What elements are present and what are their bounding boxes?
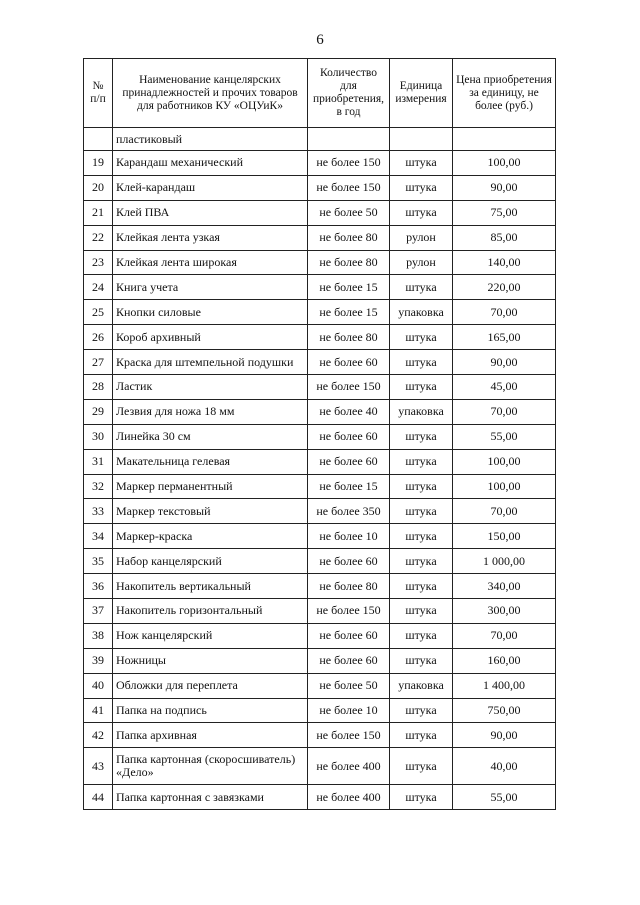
cell-name: Клей-карандаш xyxy=(113,175,308,200)
cell-num: 27 xyxy=(84,350,113,375)
cell-qty: не более 60 xyxy=(308,424,390,449)
table-row xyxy=(84,549,556,574)
cell-qty: не более 80 xyxy=(308,574,390,599)
cell-unit: штука xyxy=(390,499,453,524)
table-row xyxy=(84,524,556,549)
cell-name: Кнопки силовые xyxy=(113,300,308,325)
cell-qty: не более 60 xyxy=(308,648,390,673)
cell-price: 100,00 xyxy=(453,449,556,474)
table-row xyxy=(84,599,556,624)
cell-name: Макательница гелевая xyxy=(113,449,308,474)
table-row xyxy=(84,474,556,499)
table-row xyxy=(84,623,556,648)
page-number: 6 xyxy=(316,32,324,48)
table-row xyxy=(84,673,556,698)
cell-unit: рулон xyxy=(390,250,453,275)
header-name: Наименование канцелярских принадлежностей и прочих товаров для работников КУ «ОЦУиК» xyxy=(113,59,308,128)
cell-name: Папка архивная xyxy=(113,723,308,748)
cell-price: 1 400,00 xyxy=(453,673,556,698)
cell-unit: штука xyxy=(390,449,453,474)
cell-qty: не более 150 xyxy=(308,175,390,200)
cell-price: 70,00 xyxy=(453,399,556,424)
table-row xyxy=(84,350,556,375)
cell-qty: не более 150 xyxy=(308,151,390,176)
cell-price: 150,00 xyxy=(453,524,556,549)
cell-qty: не более 150 xyxy=(308,599,390,624)
cell-qty: не более 350 xyxy=(308,499,390,524)
cell-num: 29 xyxy=(84,399,113,424)
cell-unit: упаковка xyxy=(390,399,453,424)
cell-unit: штука xyxy=(390,723,453,748)
cell-unit: штука xyxy=(390,549,453,574)
cell-price: 220,00 xyxy=(453,275,556,300)
cell-num: 25 xyxy=(84,300,113,325)
cell-name: Короб архивный xyxy=(113,325,308,350)
cell-qty: не более 15 xyxy=(308,275,390,300)
cell-price: 160,00 xyxy=(453,648,556,673)
cell-price: 165,00 xyxy=(453,325,556,350)
cell-price: 70,00 xyxy=(453,623,556,648)
cell-name: Клей ПВА xyxy=(113,200,308,225)
cell-name: Ножницы xyxy=(113,648,308,673)
cell-qty: не более 60 xyxy=(308,549,390,574)
cell-unit: штука xyxy=(390,698,453,723)
cell-name: Краска для штемпельной подушки xyxy=(113,350,308,375)
table-row xyxy=(84,723,556,748)
cell-name: Маркер-краска xyxy=(113,524,308,549)
cell-qty: не более 15 xyxy=(308,474,390,499)
cell-name: Ластик xyxy=(113,375,308,400)
cell-unit: упаковка xyxy=(390,300,453,325)
cell-unit: штука xyxy=(390,325,453,350)
cell-price: 70,00 xyxy=(453,499,556,524)
cell-num: 20 xyxy=(84,175,113,200)
cell-name: Накопитель вертикальный xyxy=(113,574,308,599)
cell-num xyxy=(84,128,113,151)
cell-unit: штука xyxy=(390,175,453,200)
cell-price: 90,00 xyxy=(453,175,556,200)
cell-num: 40 xyxy=(84,673,113,698)
header-unit: Единица измерения xyxy=(390,59,453,128)
cell-price: 300,00 xyxy=(453,599,556,624)
cell-num: 43 xyxy=(84,748,113,785)
cell-name: Маркер перманентный xyxy=(113,474,308,499)
cell-qty xyxy=(308,128,390,151)
table-header-row xyxy=(84,59,556,128)
cell-num: 19 xyxy=(84,151,113,176)
cell-price: 85,00 xyxy=(453,225,556,250)
cell-name: Накопитель горизонтальный xyxy=(113,599,308,624)
table-row xyxy=(84,250,556,275)
cell-unit: штука xyxy=(390,623,453,648)
table-row xyxy=(84,698,556,723)
cell-unit: штука xyxy=(390,648,453,673)
cell-price: 90,00 xyxy=(453,350,556,375)
cell-unit: штука xyxy=(390,574,453,599)
table-row xyxy=(84,225,556,250)
cell-price: 100,00 xyxy=(453,151,556,176)
cell-num: 44 xyxy=(84,785,113,810)
cell-num: 37 xyxy=(84,599,113,624)
table-row xyxy=(84,175,556,200)
cell-unit: штука xyxy=(390,275,453,300)
cell-qty: не более 80 xyxy=(308,325,390,350)
continuation-row xyxy=(84,128,556,151)
cell-qty: не более 10 xyxy=(308,698,390,723)
cell-num: 26 xyxy=(84,325,113,350)
cell-price: 100,00 xyxy=(453,474,556,499)
header-num: № п/п xyxy=(84,59,113,128)
table-row xyxy=(84,449,556,474)
cell-num: 34 xyxy=(84,524,113,549)
cell-price: 45,00 xyxy=(453,375,556,400)
cell-unit: штука xyxy=(390,748,453,785)
cell-price xyxy=(453,128,556,151)
cell-name: Папка на подпись xyxy=(113,698,308,723)
cell-name: Маркер текстовый xyxy=(113,499,308,524)
table-row xyxy=(84,275,556,300)
cell-num: 24 xyxy=(84,275,113,300)
cell-qty: не более 400 xyxy=(308,748,390,785)
cell-qty: не более 80 xyxy=(308,250,390,275)
cell-price: 55,00 xyxy=(453,785,556,810)
table-row xyxy=(84,785,556,810)
cell-qty: не более 60 xyxy=(308,449,390,474)
cell-name: Клейкая лента широкая xyxy=(113,250,308,275)
cell-qty: не более 50 xyxy=(308,673,390,698)
cell-price: 750,00 xyxy=(453,698,556,723)
cell-num: 38 xyxy=(84,623,113,648)
cell-price: 55,00 xyxy=(453,424,556,449)
cell-num: 36 xyxy=(84,574,113,599)
cell-name: Карандаш механический xyxy=(113,151,308,176)
cell-num: 28 xyxy=(84,375,113,400)
cell-qty: не более 15 xyxy=(308,300,390,325)
cell-qty: не более 10 xyxy=(308,524,390,549)
table-row xyxy=(84,325,556,350)
cell-num: 41 xyxy=(84,698,113,723)
cell-name: Клейкая лента узкая xyxy=(113,225,308,250)
cell-name: Книга учета xyxy=(113,275,308,300)
cell-price: 1 000,00 xyxy=(453,549,556,574)
goods-table xyxy=(83,58,556,810)
cell-unit: рулон xyxy=(390,225,453,250)
cell-name: Обложки для переплета xyxy=(113,673,308,698)
table-row xyxy=(84,574,556,599)
cell-num: 30 xyxy=(84,424,113,449)
cell-qty: не более 150 xyxy=(308,723,390,748)
table-row xyxy=(84,300,556,325)
cell-unit: штука xyxy=(390,524,453,549)
cell-num: 42 xyxy=(84,723,113,748)
cell-name: Папка картонная (скоросшиватель) «Дело» xyxy=(113,748,308,785)
cell-unit: штука xyxy=(390,200,453,225)
cell-price: 70,00 xyxy=(453,300,556,325)
cell-num: 31 xyxy=(84,449,113,474)
cell-unit: штука xyxy=(390,424,453,449)
table-row xyxy=(84,424,556,449)
cell-name: Лезвия для ножа 18 мм xyxy=(113,399,308,424)
table-row xyxy=(84,399,556,424)
cell-qty: не более 400 xyxy=(308,785,390,810)
cell-name: Набор канцелярский xyxy=(113,549,308,574)
table-row xyxy=(84,748,556,785)
cell-unit: упаковка xyxy=(390,673,453,698)
cell-unit: штука xyxy=(390,151,453,176)
header-price: Цена приобретения за единицу, не более (руб.) xyxy=(453,59,556,128)
cell-price: 75,00 xyxy=(453,200,556,225)
cell-num: 33 xyxy=(84,499,113,524)
cell-qty: не более 60 xyxy=(308,350,390,375)
cell-name: Линейка 30 см xyxy=(113,424,308,449)
cell-name: Папка картонная с завязками xyxy=(113,785,308,810)
cell-price: 90,00 xyxy=(453,723,556,748)
cell-price: 340,00 xyxy=(453,574,556,599)
cell-qty: не более 40 xyxy=(308,399,390,424)
cell-qty: не более 50 xyxy=(308,200,390,225)
cell-num: 23 xyxy=(84,250,113,275)
table-body xyxy=(84,128,556,810)
cell-qty: не более 60 xyxy=(308,623,390,648)
cell-num: 21 xyxy=(84,200,113,225)
cell-unit: штука xyxy=(390,474,453,499)
cell-num: 32 xyxy=(84,474,113,499)
cell-unit: штука xyxy=(390,785,453,810)
cell-name: Нож канцелярский xyxy=(113,623,308,648)
table-row xyxy=(84,499,556,524)
cell-unit: штука xyxy=(390,375,453,400)
cell-num: 22 xyxy=(84,225,113,250)
cell-price: 40,00 xyxy=(453,748,556,785)
cell-price: 140,00 xyxy=(453,250,556,275)
header-qty: Количество для приобретения, в год xyxy=(308,59,390,128)
cell-name: пластиковый xyxy=(113,128,308,151)
cell-unit: штука xyxy=(390,599,453,624)
cell-qty: не более 150 xyxy=(308,375,390,400)
cell-unit xyxy=(390,128,453,151)
table-row xyxy=(84,151,556,176)
cell-unit: штука xyxy=(390,350,453,375)
table-row xyxy=(84,200,556,225)
cell-qty: не более 80 xyxy=(308,225,390,250)
cell-num: 35 xyxy=(84,549,113,574)
table-row xyxy=(84,648,556,673)
table-row xyxy=(84,375,556,400)
cell-num: 39 xyxy=(84,648,113,673)
